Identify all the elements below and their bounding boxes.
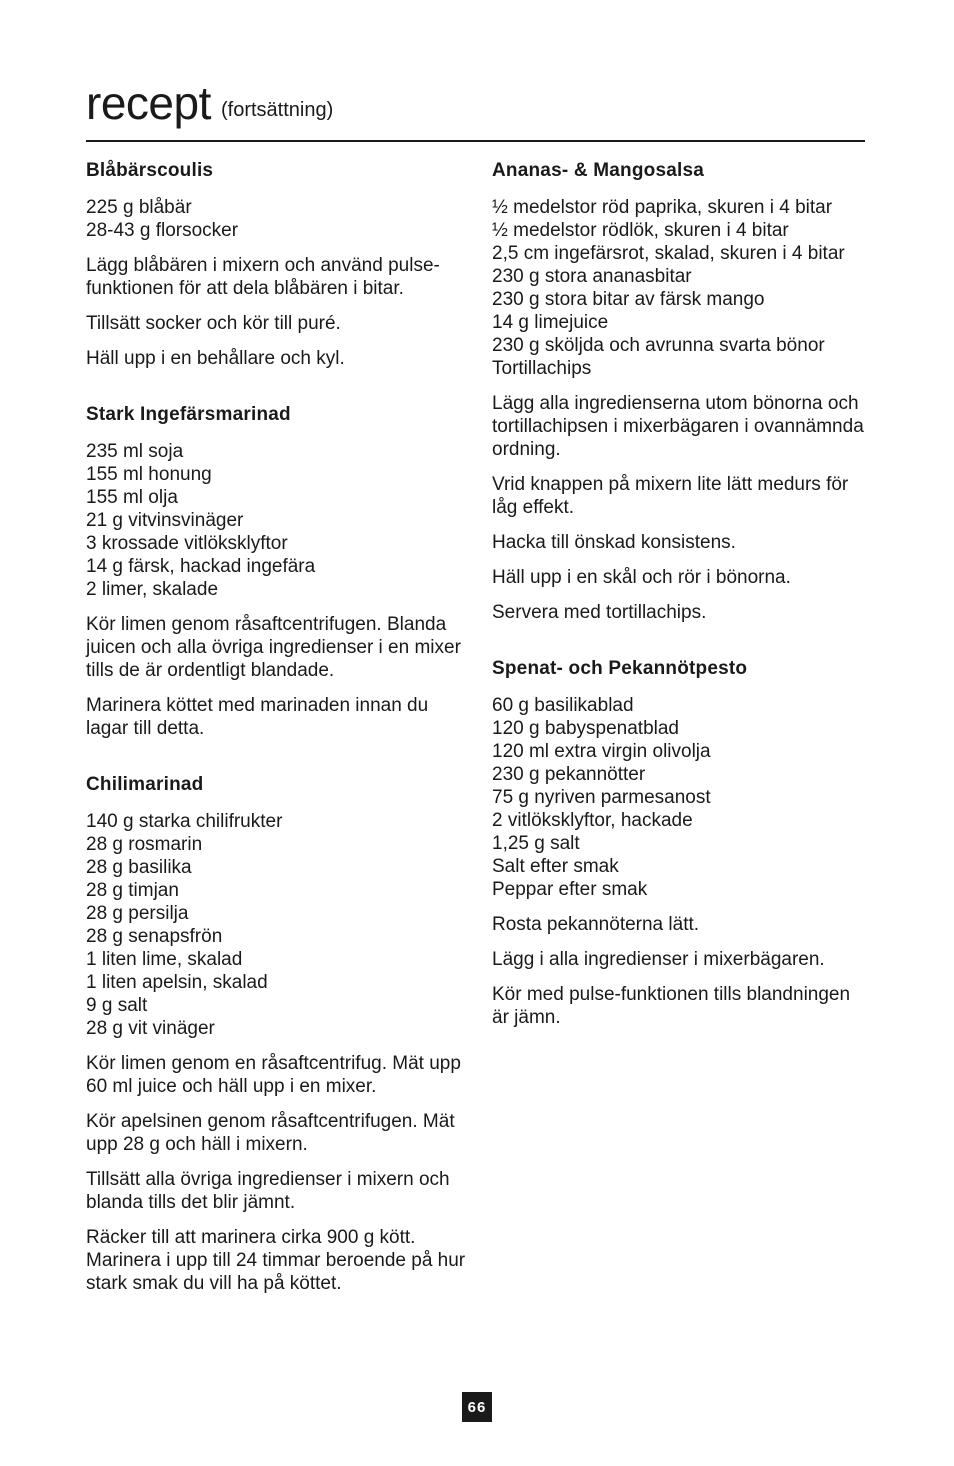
right-column	[492, 160, 872, 1063]
recipe-section	[492, 658, 872, 1029]
ingredient-item: 1,25 g salt	[492, 833, 580, 854]
ingredient-item: Tortillachips	[492, 358, 592, 379]
instruction-step: Kör limen genom råsaftcentrifugen. Blanda juicen och alla övriga ingredienser i en mixer tills de är ordentligt blandade.	[86, 614, 461, 681]
ingredient-list	[492, 694, 872, 901]
instruction-step: Servera med tortillachips.	[492, 602, 707, 623]
ingredient-item: ½ medelstor rödlök, skuren i 4 bitar	[492, 220, 789, 241]
ingredient-item: 75 g nyriven parmesanost	[492, 787, 711, 808]
ingredient-item: 120 ml extra virgin olivolja	[492, 741, 711, 762]
recipe-section	[86, 774, 466, 1295]
ingredient-item: 225 g blåbär	[86, 197, 192, 218]
recipe-heading: Chilimarinad	[86, 774, 204, 795]
ingredient-item: 28 g rosmarin	[86, 834, 203, 855]
ingredient-item: 28-43 g florsocker	[86, 220, 239, 241]
recipe-heading: Spenat- och Pekannötpesto	[492, 658, 748, 679]
ingredient-item: 2 vitlöksklyftor, hackade	[492, 810, 693, 831]
recipe-heading: Blåbärscoulis	[86, 160, 214, 181]
ingredient-item: 2,5 cm ingefärsrot, skalad, skuren i 4 bitar	[492, 243, 845, 264]
recipe-heading: Ananas- & Mangosalsa	[492, 160, 704, 181]
instruction-step: Häll upp i en behållare och kyl.	[86, 348, 345, 369]
instruction-step: Kör med pulse-funktionen tills blandningen är jämn.	[492, 984, 851, 1028]
left-column	[86, 160, 466, 1329]
ingredient-item: 230 g stora ananasbitar	[492, 266, 692, 287]
instruction-step: Rosta pekannöterna lätt.	[492, 914, 700, 935]
recipe-section	[492, 160, 872, 624]
ingredient-item: 28 g timjan	[86, 880, 179, 901]
ingredient-item: 3 krossade vitlöksklyftor	[86, 533, 288, 554]
recipe-section	[86, 160, 466, 370]
ingredient-item: 155 ml honung	[86, 464, 212, 485]
ingredient-item: 28 g persilja	[86, 903, 189, 924]
ingredient-item: 2 limer, skalade	[86, 579, 219, 600]
instruction-step: Lägg blåbären i mixern och använd pulse-funktionen för att dela blåbären i bitar.	[86, 255, 440, 299]
instruction-step: Kör apelsinen genom råsaftcentrifugen. Mät upp 28 g och häll i mixern.	[86, 1111, 455, 1155]
page-header	[86, 72, 865, 142]
recipe-heading: Stark Ingefärsmarinad	[86, 404, 291, 425]
instruction-step: Hacka till önskad konsistens.	[492, 532, 736, 553]
page-number-badge: 66	[462, 1392, 492, 1422]
instruction-step: Lägg i alla ingredienser i mixerbägaren.	[492, 949, 825, 970]
ingredient-item: ½ medelstor röd paprika, skuren i 4 bitar	[492, 197, 833, 218]
ingredient-item: Peppar efter smak	[492, 879, 648, 900]
ingredient-list	[492, 196, 872, 380]
ingredient-item: 140 g starka chilifrukter	[86, 811, 283, 832]
ingredient-item: 155 ml olja	[86, 487, 178, 508]
instruction-step: Tillsätt alla övriga ingredienser i mixern och blanda tills det blir jämnt.	[86, 1169, 450, 1213]
ingredient-item: 28 g basilika	[86, 857, 192, 878]
ingredient-item: 28 g vit vinäger	[86, 1018, 215, 1039]
ingredient-item: 1 liten apelsin, skalad	[86, 972, 268, 993]
ingredient-item: 21 g vitvinsvinäger	[86, 510, 244, 531]
instruction-step: Marinera köttet med marinaden innan du lagar till detta.	[86, 695, 429, 739]
ingredient-item: 230 g pekannötter	[492, 764, 646, 785]
ingredient-item: Salt efter smak	[492, 856, 619, 877]
instruction-step: Kör limen genom en råsaftcentrifug. Mät upp 60 ml juice och häll upp i en mixer.	[86, 1053, 461, 1097]
ingredient-list	[86, 196, 466, 242]
ingredient-item: 9 g salt	[86, 995, 148, 1016]
recipe-section	[86, 404, 466, 740]
instruction-step: Häll upp i en skål och rör i bönorna.	[492, 567, 791, 588]
ingredient-item: 230 g stora bitar av färsk mango	[492, 289, 765, 310]
ingredient-list	[86, 810, 466, 1040]
page-title: recept	[86, 77, 211, 129]
ingredient-list	[86, 440, 466, 601]
ingredient-item: 120 g babyspenatblad	[492, 718, 679, 739]
instruction-step: Tillsätt socker och kör till puré.	[86, 313, 341, 334]
ingredient-item: 28 g senapsfrön	[86, 926, 223, 947]
ingredient-item: 14 g färsk, hackad ingefära	[86, 556, 316, 577]
ingredient-item: 230 g sköljda och avrunna svarta bönor	[492, 335, 825, 356]
ingredient-item: 235 ml soja	[86, 441, 184, 462]
ingredient-item: 14 g limejuice	[492, 312, 609, 333]
page-subtitle: (fortsättning)	[221, 99, 334, 121]
instruction-step: Lägg alla ingredienserna utom bönorna och tortillachipsen i mixerbägaren i ovannämnda ordning.	[492, 393, 864, 460]
ingredient-item: 60 g basilikablad	[492, 695, 634, 716]
instruction-step: Räcker till att marinera cirka 900 g kött. Marinera i upp till 24 timmar beroende på hur stark smak du vill ha på köttet.	[86, 1227, 466, 1294]
ingredient-item: 1 liten lime, skalad	[86, 949, 243, 970]
instruction-step: Vrid knappen på mixern lite lätt medurs för låg effekt.	[492, 474, 849, 518]
